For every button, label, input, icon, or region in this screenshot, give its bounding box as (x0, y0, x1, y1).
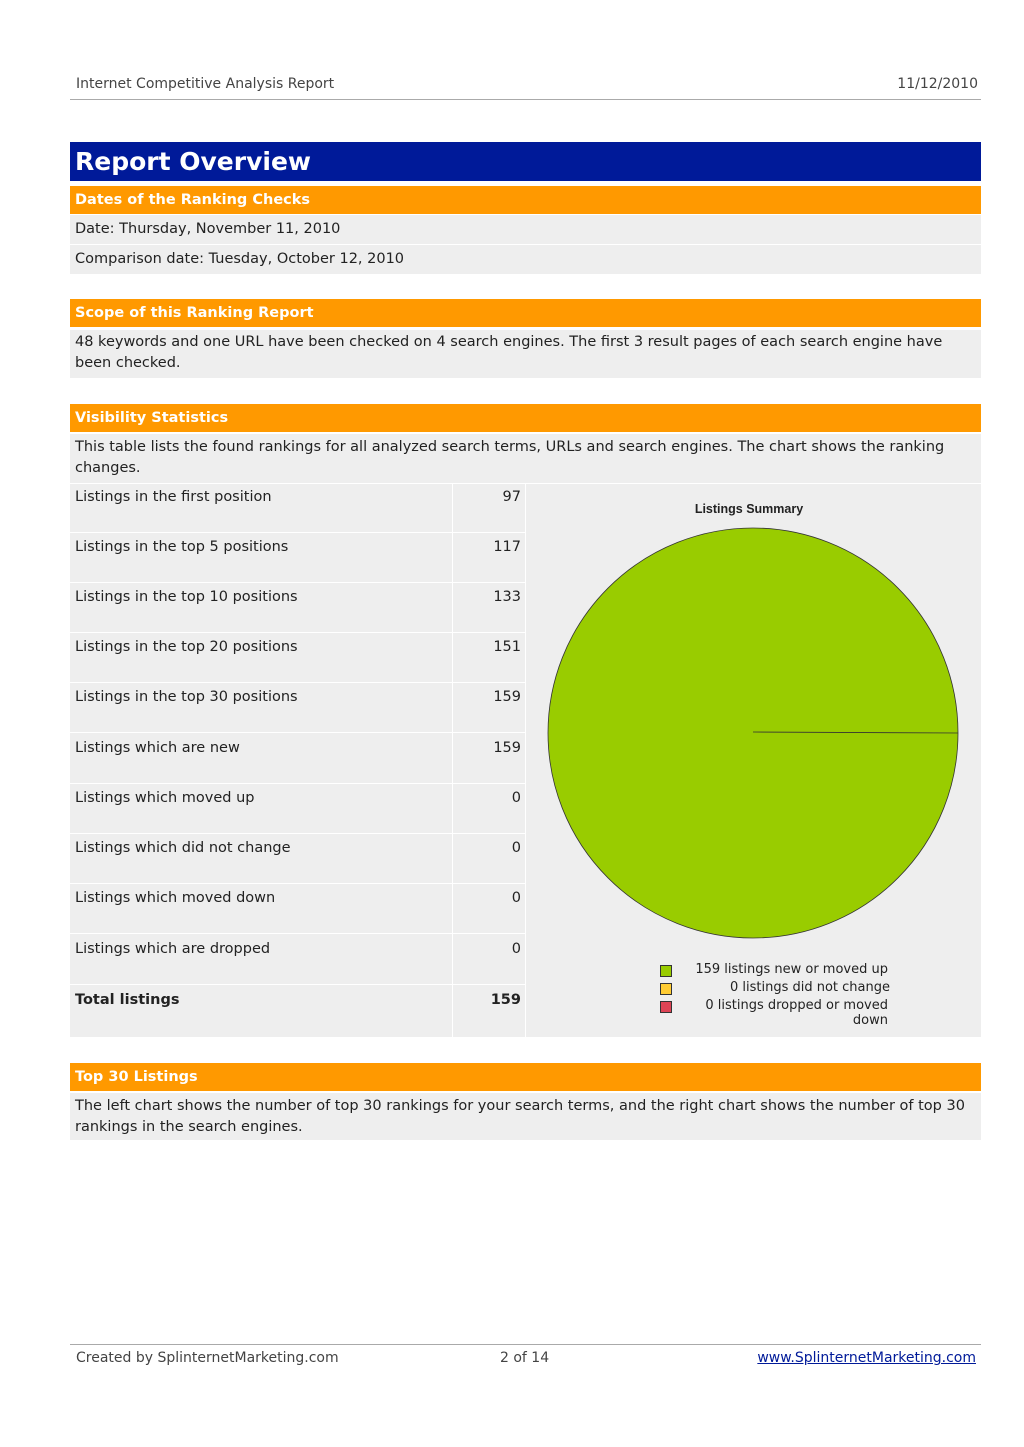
total-label: Total listings (75, 992, 180, 1008)
stat-label: Listings in the top 20 positions (75, 639, 298, 655)
stat-value: 0 (511, 790, 521, 806)
top30-text: The left chart shows the number of top 30 rankings for your search terms, and the right chart shows the number of top 30 rankings in the search engines. (70, 1093, 981, 1140)
legend-label-new: 159 listings new or moved up (695, 962, 888, 977)
footer-page-number: 2 of 14 (500, 1350, 550, 1366)
stat-value: 0 (511, 890, 521, 906)
stat-row (70, 634, 525, 683)
stat-row (70, 534, 525, 583)
stat-row (70, 684, 525, 733)
stat-value: 159 (493, 740, 521, 756)
listings-summary-chart (526, 484, 981, 1037)
stat-label: Listings which are new (75, 740, 240, 756)
legend-swatch-new (660, 965, 672, 977)
comparison-date: Comparison date: Tuesday, October 12, 2010 (70, 245, 981, 274)
stat-label: Listings which are dropped (75, 941, 271, 957)
chart-title: Listings Summary (694, 502, 804, 516)
page-title: Report Overview (70, 142, 981, 181)
visibility-stats-table (70, 484, 981, 1037)
dates-section-heading: Dates of the Ranking Checks (70, 186, 981, 214)
header-divider (70, 99, 981, 100)
stat-row (70, 785, 525, 834)
stat-value: 0 (511, 840, 521, 856)
stat-row (70, 885, 525, 934)
scope-section-heading: Scope of this Ranking Report (70, 299, 981, 327)
stat-label: Listings in the top 5 positions (75, 539, 289, 555)
visibility-text: This table lists the found rankings for all analyzed search terms, URLs and search engines. The chart shows the ranking changes. (70, 434, 981, 483)
total-row (70, 987, 525, 1036)
stat-label: Listings in the top 10 positions (75, 589, 298, 605)
stat-label: Listings in the first position (75, 489, 272, 505)
footer-divider (70, 1344, 981, 1345)
stat-row (70, 584, 525, 633)
stat-value: 0 (511, 941, 521, 957)
report-date: Date: Thursday, November 11, 2010 (70, 215, 981, 244)
legend-swatch-dropped (660, 1001, 672, 1013)
scope-text: 48 keywords and one URL have been checked on 4 search engines. The first 3 result pages of each search engine have been checked. (70, 330, 981, 378)
footer-website-link[interactable]: www.SplinternetMarketing.com (757, 1350, 976, 1366)
report-header-title: Internet Competitive Analysis Report (76, 76, 335, 92)
top30-section-heading: Top 30 Listings (70, 1063, 981, 1091)
legend-swatch-unchanged (660, 983, 672, 995)
stat-label: Listings in the top 30 positions (75, 689, 298, 705)
report-header-date: 11/12/2010 (897, 76, 978, 92)
stat-row (70, 835, 525, 884)
stat-row (70, 484, 525, 533)
stat-row (70, 936, 525, 985)
visibility-section-heading: Visibility Statistics (70, 404, 981, 432)
stat-value: 151 (493, 639, 521, 655)
legend-label-unchanged: 0 listings did not change (729, 980, 890, 995)
stat-value: 133 (493, 589, 521, 605)
stat-value: 117 (493, 539, 521, 555)
stat-value: 97 (502, 489, 521, 505)
stat-value: 159 (493, 689, 521, 705)
legend-label-dropped: 0 listings dropped or moved down (705, 998, 888, 1028)
stat-label: Listings which moved up (75, 790, 255, 806)
stat-label: Listings which did not change (75, 840, 291, 856)
total-value: 159 (490, 992, 521, 1008)
stat-label: Listings which moved down (75, 890, 276, 906)
stat-row (70, 735, 525, 784)
footer-created-by: Created by SplinternetMarketing.com (76, 1350, 339, 1366)
